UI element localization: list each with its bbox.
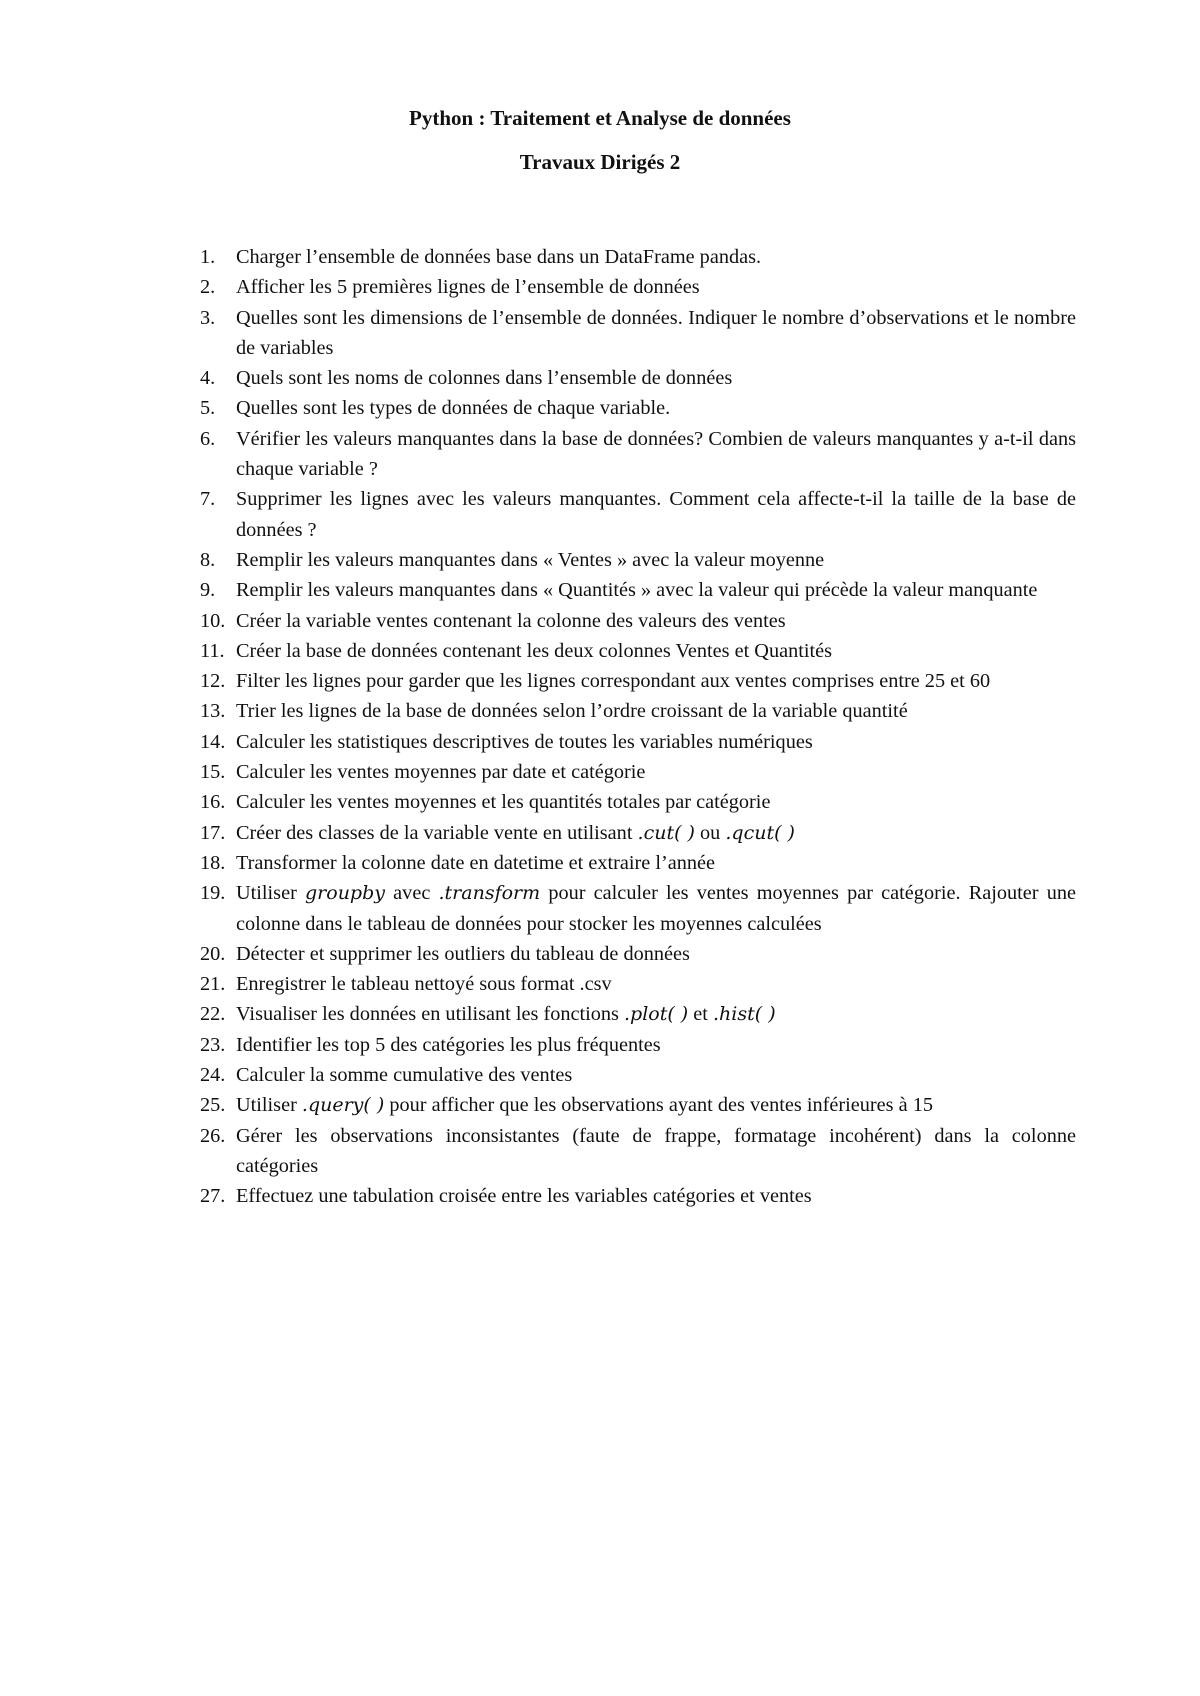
item-number: 26. [200,1124,226,1147]
item-number: 9. [200,579,216,602]
item-text: Filter les lignes pour garder que les lignes correspondant aux ventes comprises entre 25 et 60 [236,670,991,693]
item-text: Quels sont les noms de colonnes dans l’ensemble de données [236,367,733,390]
item-number: 24. [200,1064,226,1087]
item-number: 4. [200,367,216,390]
list-item [200,999,1076,1029]
list-item [200,545,1076,575]
list-item [200,424,1076,485]
list-item [200,484,1076,545]
list-item [200,1121,1076,1182]
item-text: Gérer les observations inconsistantes (faute de frappe, formatage incohérent) dans la colonne catégories [236,1124,1076,1177]
item-number: 25. [200,1094,226,1117]
item-text: Remplir les valeurs manquantes dans « Ventes » avec la valeur moyenne [236,548,825,571]
item-number: 17. [200,821,226,844]
item-text: Effectuez une tabulation croisée entre les variables catégories et ventes [236,1185,812,1208]
item-number: 6. [200,427,216,450]
item-text: Créer la variable ventes contenant la colonne des valeurs des ventes [236,609,786,632]
list-item [200,969,1076,999]
code-snippet: .qcut( ) [725,821,795,844]
list-item [200,939,1076,969]
item-number: 3. [200,306,216,329]
item-number: 13. [200,700,226,723]
item-text: Calculer la somme cumulative des ventes [236,1064,573,1087]
item-text: Créer des classes de la variable vente en utilisant [236,821,638,844]
item-number: 23. [200,1033,226,1056]
item-text: ou [694,821,726,844]
item-text: Quelles sont les dimensions de l’ensemble de données. Indiquer le nombre d’observations et le nombre de variables [236,306,1076,359]
item-number: 21. [200,973,226,996]
list-item [200,1090,1076,1120]
code-snippet: .hist( ) [713,1003,776,1026]
item-text: et [688,1003,713,1026]
item-number: 22. [200,1003,226,1026]
item-text: pour afficher que les observations ayant des ventes inférieures à 15 [384,1094,933,1117]
code-snippet: .cut( ) [637,821,695,844]
list-item [200,1030,1076,1060]
item-text: Charger l’ensemble de données base dans un DataFrame pandas. [236,246,762,268]
item-text: Enregistrer le tableau nettoyé sous format .csv [236,973,612,996]
list-item [200,242,1076,272]
item-number: 19. [200,882,226,905]
item-number: 14. [200,730,226,753]
item-text: Afficher les 5 premières lignes de l’ensemble de données [236,276,700,299]
list-item [200,272,1076,302]
item-number: 18. [200,851,226,874]
code-snippet: .transform [438,882,541,905]
list-item [200,878,1076,939]
document-title: Python : Traitement et Analyse de données [409,106,791,130]
item-number: 5. [200,397,216,420]
item-text: Supprimer les lignes avec les valeurs manquantes. Comment cela affecte-t-il la taille de la base de données ? [236,488,1076,541]
list-item [200,757,1076,787]
item-number: 2. [200,276,216,299]
item-text: Identifier les top 5 des catégories les plus fréquentes [236,1033,661,1056]
item-text: Détecter et supprimer les outliers du tableau de données [236,942,690,965]
document-subtitle: Travaux Dirigés 2 [519,150,681,174]
item-text: Calculer les statistiques descriptives de toutes les variables numériques [236,730,813,753]
item-text: Remplir les valeurs manquantes dans « Quantités » avec la valeur qui précède la valeur manquante [236,579,1038,602]
list-item [200,575,1076,605]
code-snippet: .plot( ) [624,1003,689,1026]
list-item [200,606,1076,636]
exercise-list [200,242,1076,1212]
item-number: 10. [200,609,226,632]
item-text: Transformer la colonne date en datetime et extraire l’année [236,851,716,874]
list-item [200,787,1076,817]
item-text: Vérifier les valeurs manquantes dans la base de données? Combien de valeurs manquantes y a-t-il dans chaque variable ? [236,427,1076,481]
list-item [200,666,1076,696]
item-text: Utiliser [236,1094,302,1117]
code-snippet: groupby [305,882,385,905]
list-item [200,393,1076,423]
list-item [200,1181,1076,1211]
list-item [200,363,1076,393]
code-snippet: .query( ) [301,1094,385,1117]
list-item [200,636,1076,666]
item-text: pour calculer les ventes moyennes par catégorie. Rajouter une colonne dans le tableau de données pour stocker les moyennes calculées [236,882,1077,935]
list-item [200,303,1076,364]
list-item [200,848,1076,878]
item-text: Calculer les ventes moyennes par date et catégorie [236,761,646,784]
item-text: Quelles sont les types de données de chaque variable. [236,397,671,420]
item-number: 20. [200,942,226,965]
item-text: Trier les lignes de la base de données selon l’ordre croissant de la variable quantité [236,700,908,723]
item-number: 27. [200,1185,226,1208]
item-number: 1. [200,246,216,268]
item-text: Créer la base de données contenant les deux colonnes Ventes et Quantités [236,639,833,662]
item-number: 11. [200,639,225,662]
list-item [200,727,1076,757]
item-number: 15. [200,761,226,784]
item-text: Calculer les ventes moyennes et les quantités totales par catégorie [236,791,771,814]
list-item [200,696,1076,726]
item-number: 16. [200,791,226,814]
item-number: 12. [200,670,226,693]
item-number: 8. [200,548,216,571]
item-text: Utiliser [236,882,306,905]
item-text: avec [385,882,439,905]
list-item [200,1060,1076,1090]
list-item [200,818,1076,848]
item-number: 7. [200,488,216,511]
item-text: Visualiser les données en utilisant les fonctions [236,1003,624,1026]
